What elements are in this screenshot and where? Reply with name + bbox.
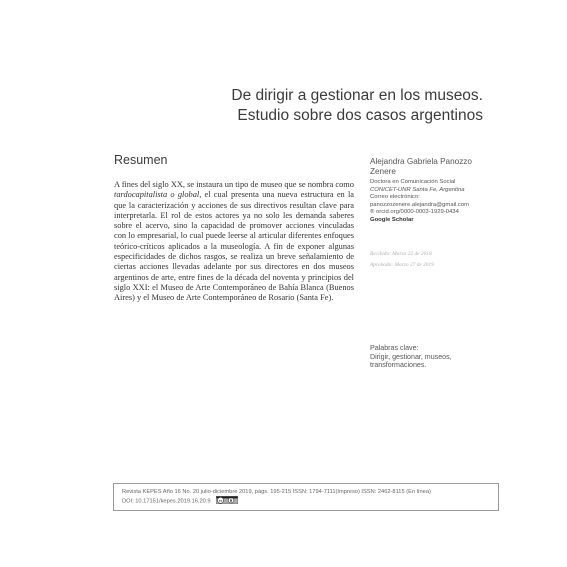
google-scholar-link[interactable]: Google Scholar — [370, 216, 414, 223]
author-affiliation: CONICET-UNR Santa Fe, Argentina — [370, 186, 465, 193]
keywords-label: Palabras clave: — [370, 344, 419, 352]
citation-text — [122, 488, 431, 506]
svg-text:cc: cc — [218, 498, 223, 503]
article-title-line-1: De dirigir a gestionar en los museos. — [231, 87, 483, 104]
author-orcid: orcid.org/0000-0003-1929-0434 — [375, 209, 459, 216]
author-orcid-row[interactable] — [370, 209, 495, 217]
citation-journal: Revista KEPES Año 16 No. 20 julio-diciembre 2019, págs. 195-215 ISSN: 1794-7111(Impreso) ISSN: 2462-8115 (En línea) — [122, 489, 431, 495]
abstract-text — [114, 180, 354, 304]
citation-box — [113, 483, 499, 511]
abstract-text-part-2: , el cual presenta una nueva estructura en la que la caracterización y acciones de sus directivos resultan clave para interpretarla. El rol de estos actores ya no solo les demanda saberes sobre el acervo, sino la capacidad de promover acciones vinculadas con lo empresarial, lo cual puede leerse al articular diferentes enfoques teórico-críticos aplicados a la museología. A fin de exponer algunas especificidades de dichos rasgos, se realiza un breve señalamiento de ciertas acciones llevadas adelante por sus directores en dos museos argentinos de arte, entre fines de la década del noventa y principios del siglo XXI: el Museo de Arte Contemporáneo de Bahía Blanca (Buenos Aires) y el Museo de Arte Contemporáneo de Rosario (Santa Fe). — [114, 190, 355, 303]
article-title — [183, 86, 483, 126]
citation-doi[interactable]: DOI: 10.17151/kepes.2019.16.20.9 — [122, 498, 211, 505]
keywords-line-1: Dirigir, gestionar, museos, — [370, 352, 452, 361]
author-degree: Doctora en Comunicación Social — [370, 179, 456, 185]
author-info — [370, 157, 495, 225]
orcid-icon: ® — [370, 209, 376, 216]
approved-date: Aprobado: Marzo 27 de 2019 — [370, 261, 434, 268]
received-date: Recibido: Marzo 22 de 2018 — [370, 251, 432, 257]
author-email[interactable]: panozzozenere.alejandra@gmail.com — [370, 201, 469, 208]
citation-doi-row — [122, 497, 431, 506]
author-email-label: Correo electrónico: — [370, 194, 420, 201]
creative-commons-by-icon[interactable] — [216, 496, 238, 504]
abstract-italic-term: tardocapitalista o global — [114, 190, 200, 200]
keywords-block — [370, 344, 500, 370]
author-name: Alejandra Gabriela Panozzo Zenere — [370, 157, 472, 176]
article-dates — [370, 249, 434, 270]
article-title-line-2: Estudio sobre dos casos argentinos — [237, 107, 483, 124]
keywords-line-2: transformaciones. — [370, 361, 427, 370]
abstract-heading: Resumen — [114, 153, 168, 167]
abstract-text-part-1: A fines del siglo XX, se instaura un tipo de museo que se nombra como — [114, 180, 354, 189]
